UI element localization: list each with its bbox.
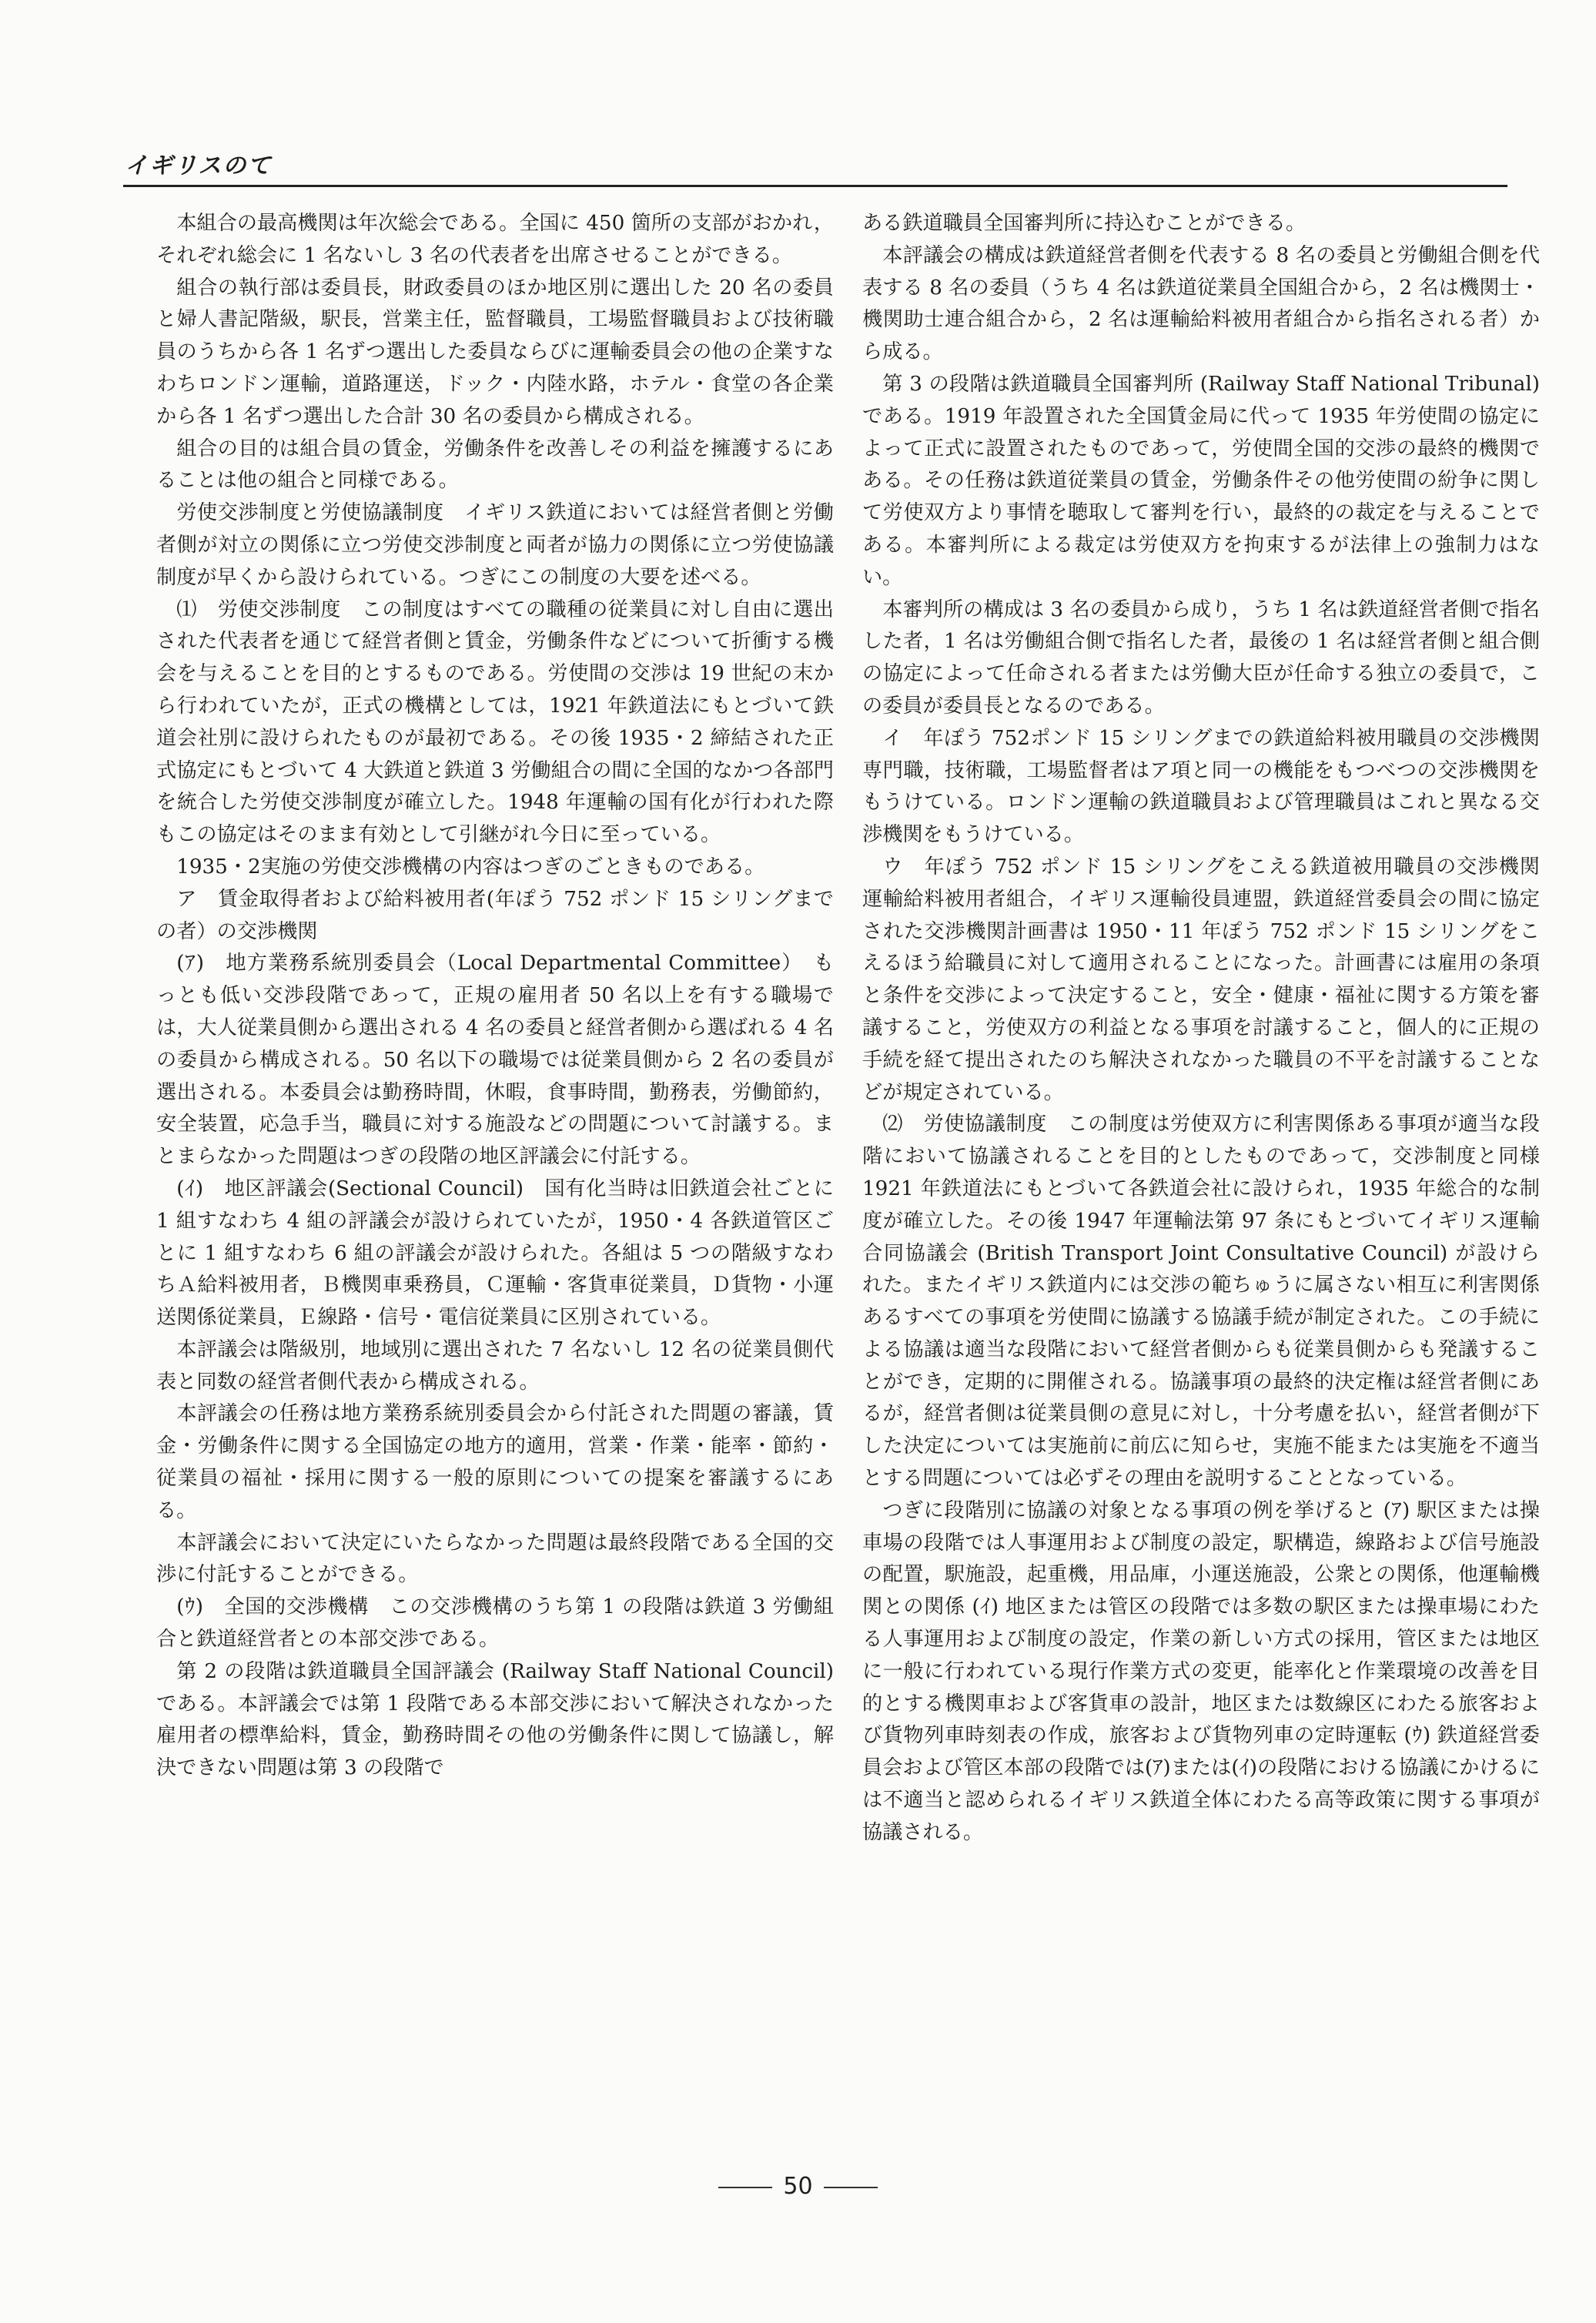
header-rule — [123, 185, 1507, 187]
paragraph: (ｱ) 地方業務系統別委員会（Local Departmental Committee） もっとも低い交渉段階であって，正規の雇用者 50 名以上を有する職場では，大人従業員側から選出される 4 名の委員と経営者側から選ばれる 4 名の委員から構成される。50 名以下の職場では従業員側から 2 名の委員が選出される。本委員会は勤務時間，休暇，食事時間，勤務表，労働節約，安全装置，応急手当，職員に対する施設などの問題について討議する。まとまらなかった問題はつぎの段階の地区評議会に付託する。 — [156, 952, 834, 1169]
running-head: イギリスのて — [125, 152, 273, 179]
paragraph: 本組合の最高機関は年次総会である。全国に 450 箇所の支部がおかれ，それぞれ総会に 1 名ないし 3 名の代表者を出席させることができる。 — [156, 212, 835, 267]
paragraph: 本審判所の構成は 3 名の委員から成り，うち 1 名は鉄道経営者側で指名した者，1 名は労働組合側で指名した者，最後の 1 名は経営者側と組合側の協定によって任命される者または労働大臣が任命する独立の委員で，この委員が委員長となるのである。 — [862, 597, 1540, 718]
paragraph: 本評議会は階級別，地域別に選出された 7 名ないし 12 名の従業員側代表と同数の経営者側代表から構成される。 — [156, 1337, 834, 1394]
paragraph: ウ 年ぽう 752 ポンド 15 シリングをこえる鉄道被用職員の交渉機関 運輸給料被用者組合，イギリス運輸役員連盟，鉄道経営委員会の間に協定された交渉機関計画書は 1950・11 年ぽう 752 ポンド 15 シリングをこえるほう給職員に対して適用されることになった。計画書には雇用の条項と条件を交渉によって決定すること，安全・健康・福祉に関する方策を審議すること，労使双方の利益となる事項を討議すること，個人的に正規の手続を経て提出されたのち解決されなかった職員の不平を討議することなどが規定されている。 — [862, 855, 1561, 1104]
paragraph: 第 2 の段階は鉄道職員全国評議会 (Railway Staff National Council)である。本評議会では第 1 段階である本部交渉において解決されなかった雇用者の標準給料，賃金，勤務時間その他の労働条件に関して協議し，解決できない問題は第 3 の段階で — [156, 1659, 834, 1780]
dash-right — [824, 2187, 878, 2188]
paragraph: (ｲ) 地区評議会(Sectional Council) 国有化当時は旧鉄道会社ごとに 1 組すなわち 4 組の評議会が設けられていたが，1950・4 各鉄道管区ごとに 1 組すなわち 6 組の評議会が設けられた。各組は 5 つの階級すなわちＡ給料被用者，Ｂ機関車乗務員，Ｃ運輸・客貨車従業員，Ｄ貨物・小運送関係従業員，Ｅ線路・信号・電信従業員に区別されている。 — [156, 1177, 834, 1330]
paragraph: ⑵ 労使協議制度 この制度は労使双方に利害関係ある事項が適当な段階において協議されることを目的としたものであって，交渉制度と同様 1921 年鉄道法にもとづいて各鉄道会社に設けられ，1935 年総合的な制度が確立した。その後 1947 年運輸法第 97 条にもとづいてイギリス運輸合同協議会 (British Transport Joint Consultative Council) が設けられた。またイギリス鉄道内には交渉の範ちゅうに属さない相互に利害関係あるすべての事項を労使間に協議する協議手続が制定された。この手続による協議は適当な段階において経営者側からも従業員側からも発議することができ，定期的に開催される。協議事項の最終的決定権は経営者側にあるが，経営者側は従業員側の意見に対し，十分考慮を払い，経営者側が下した決定については実施前に前広に知らせ，実施不能または実施を不適当とする問題については必ずその理由を説明することとなっている。 — [862, 1113, 1540, 1491]
paragraph: ある鉄道職員全国審判所に持込むことができる。 — [862, 212, 1307, 235]
paragraph: (ｳ) 全国的交渉機構 この交渉機構のうち第 1 の段階は鉄道 3 労働組合と鉄道経営者との本部交渉である。 — [156, 1595, 834, 1652]
paragraph: 組合の執行部は委員長，財政委員のほか地区別に選出した 20 名の委員と婦人書記階級，駅長，営業主任，監督職員，工場監督職員および技術職員のうちから各 1 名ずつ選出した委員ならびに運輸委員会の他の企業すなわちロンドン運輸，道路運送，ドック・内陸水路，ホテル・食堂の各企業から各 1 名ずつ選出した合計 30 名の委員から構成される。 — [156, 276, 834, 428]
paragraph: 労使交渉制度と労使協議制度 イギリス鉄道においては経営者側と労働者側が対立の関係に立つ労使交渉制度と両者が協力の関係に立つ労使協議制度が早くから設けられている。つぎにこの制度の大要を述べる。 — [156, 501, 834, 589]
paragraph: 本評議会において決定にいたらなかった問題は最終段階である全国的交渉に付託することができる。 — [156, 1531, 834, 1587]
paragraph: ⑴ 労使交渉制度 この制度はすべての職種の従業員に対し自由に選出された代表者を通じて経営者側と賃金，労働条件などについて折衝する機会を与えることを目的とするものである。労使間の交渉は 19 世紀の末から行われていたが，正式の機構としては，1921 年鉄道法にもとづいて鉄道会社別に設けられたものが最初である。その後 1935・2 締結された正式協定にもとづいて 4 大鉄道と鉄道 3 労働組合の間に全国的なかつ各部門を統合した労使交渉制度が確立した。1948 年運輸の国有化が行われた際もこの協定はそのまま有効として引継がれ今日に至っている。 — [156, 597, 834, 847]
right-column — [862, 208, 1561, 1849]
paragraph: 1935・2実施の労使交渉機構の内容はつぎのごときものである。 — [176, 855, 765, 879]
page-number-text: 50 — [783, 2173, 813, 2200]
paragraph: 第 3 の段階は鉄道職員全国審判所 (Railway Staff National Tribunal)である。1919 年設置された全国賃金局に代って 1935 年労使間の協定によって正式に設置されたものであって，労使間全国的交渉の最終的機関である。その任務は鉄道従業員の賃金，労働条件その他労使間の紛争に関して労使双方より事情を聴取して審判を行い，最終的の裁定を与えることである。本審判所による裁定は労使双方を拘束するが法律上の強制力はない。 — [862, 372, 1540, 589]
paragraph: つぎに段階別に協議の対象となる事項の例を挙げると (ｱ) 駅区または操車場の段階では人事運用および制度の設定，駅構造，線路および信号施設の配置，駅施設，起重機，用品庫，小運送施設，公衆との関係，他運輸機関との関係 (ｲ) 地区または管区の段階では多数の駅区または操車場にわたる人事運用および制度の設定，作業の新しい方式の採用，管区または地区に一般に行われている現行作業方式の変更，能率化と作業環境の改善を目的とする機関車および客貨車の設計，地区または数線区にわたる旅客および貨物列車時刻表の作成，旅客および貨物列車の定時運転 (ｳ) 鉄道経営委員会および管区本部の段階では(ｱ)または(ｲ)の段階における協議にかけるには不適当と認められるイギリス鉄道全体にわたる高等政策に関する事項が協議される。 — [862, 1498, 1540, 1844]
dash-left — [718, 2187, 772, 2188]
page-number — [0, 2173, 1596, 2200]
paragraph: ア 賃金取得者および給料被用者(年ぽう 752 ポンド 15 シリングまでの者）の交渉機関 — [156, 887, 834, 943]
left-column — [156, 208, 834, 1785]
paragraph: 本評議会の任務は地方業務系統別委員会から付託された問題の審議，賃金・労働条件に関する全国協定の地方的適用，営業・作業・能率・節約・従業員の福祉・採用に関する一般的原則についての提案を審議するにある。 — [156, 1402, 834, 1522]
paragraph: イ 年ぽう 752ポンド 15 シリングまでの鉄道給料被用職員の交渉機関 専門職，技術職，工場監督者はア項と同一の機能をもつべつの交渉機関をもうけている。ロンドン運輸の鉄道職員および管理職員はこれと異なる交渉機関をもうけている。 — [862, 726, 1561, 847]
paragraph: 組合の目的は組合員の賃金，労働条件を改善しその利益を擁護するにあることは他の組合と同様である。 — [156, 437, 834, 493]
paragraph: 本評議会の構成は鉄道経営者側を代表する 8 名の委員と労働組合側を代表する 8 名の委員（うち 4 名は鉄道従業員全国組合から，2 名は機関士・機関助士連合組合から，2 名は運輸給料被用者組合から指名される者）から成る。 — [862, 243, 1540, 364]
